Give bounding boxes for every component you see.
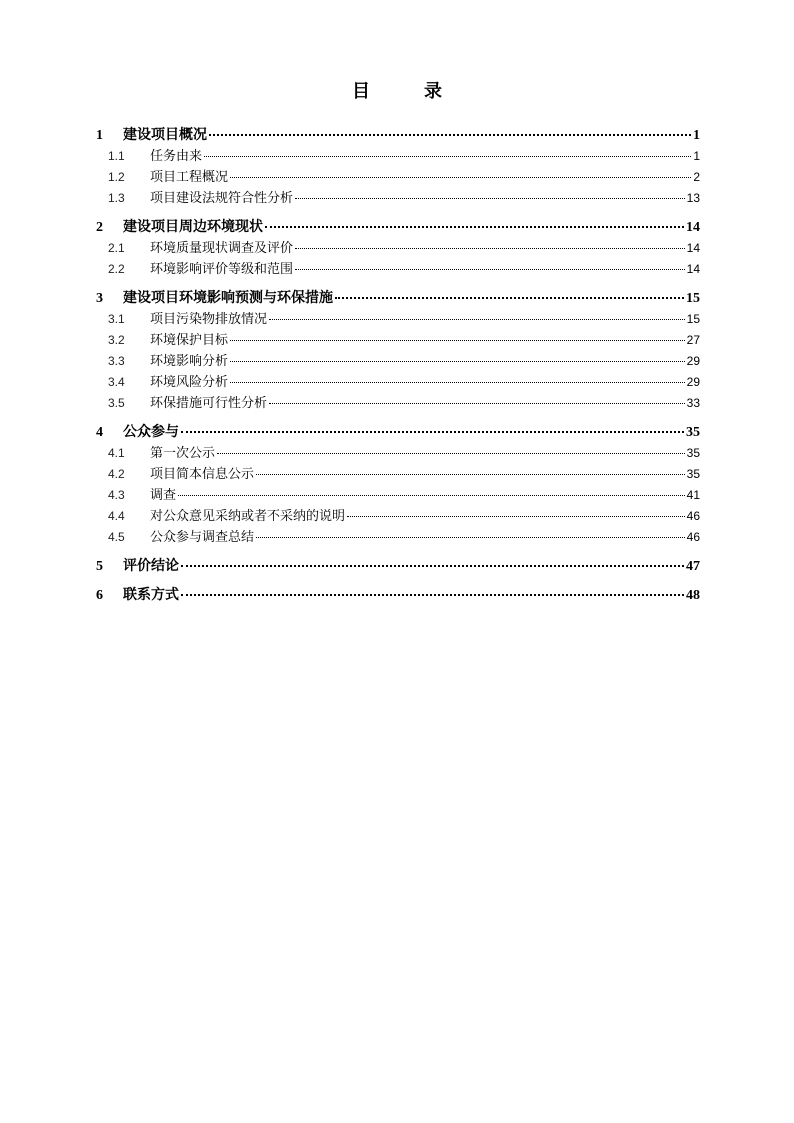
toc-dot-leader	[181, 593, 684, 596]
toc-page-number: 14	[686, 220, 700, 235]
toc-title: 目 录	[352, 81, 460, 102]
toc-page-number: 14	[686, 262, 700, 276]
toc-entry-number: 1.3	[108, 191, 125, 205]
toc-page-number: 15	[686, 291, 700, 306]
toc-page-number: 1	[693, 128, 700, 143]
toc-entry-number: 4.4	[108, 509, 125, 523]
toc-section-entry[interactable]	[96, 442, 700, 463]
toc-entry-title: 环境保护目标	[150, 333, 229, 348]
toc-entry-title: 项目污染物排放情况	[150, 312, 268, 327]
toc-section-entry[interactable]	[96, 392, 700, 413]
toc-section-entry[interactable]	[96, 258, 700, 279]
toc-entry-number: 3.1	[108, 312, 125, 326]
toc-page-number: 47	[686, 559, 700, 574]
toc-dot-leader	[256, 536, 685, 538]
toc-entry-number: 3	[96, 291, 103, 306]
toc-page-number: 2	[693, 170, 700, 184]
toc-entry-number: 4.2	[108, 467, 125, 481]
toc-entry-title: 公众参与调查总结	[150, 530, 255, 545]
toc-dot-leader	[295, 197, 685, 199]
toc-dot-leader	[181, 564, 684, 567]
toc-entry-title: 对公众意见采纳或者不采纳的说明	[150, 509, 346, 524]
toc-entry-number: 4.1	[108, 446, 125, 460]
toc-entry-title: 联系方式	[123, 587, 179, 603]
toc-entry-number: 1.1	[108, 149, 125, 163]
toc-entry-number: 3.5	[108, 396, 125, 410]
toc-entry-number: 3.2	[108, 333, 125, 347]
toc-entry-title: 评价结论	[123, 558, 179, 574]
toc-chapter-entry[interactable]	[96, 124, 700, 145]
toc-entry-title: 第一次公示	[150, 446, 216, 461]
toc-dot-leader	[295, 268, 685, 270]
toc-dot-leader	[217, 452, 685, 454]
toc-section-entry[interactable]	[96, 350, 700, 371]
table-of-contents	[96, 120, 700, 605]
toc-entry-title: 建设项目概况	[123, 127, 207, 143]
toc-chapter-entry[interactable]	[96, 421, 700, 442]
toc-entry-number: 4	[96, 425, 103, 440]
toc-dot-leader	[209, 133, 691, 136]
toc-page-number: 29	[686, 354, 700, 368]
toc-entry-title: 环境影响分析	[150, 354, 229, 369]
toc-dot-leader	[178, 494, 685, 496]
toc-section-entry[interactable]	[96, 187, 700, 208]
toc-entry-number: 5	[96, 559, 103, 574]
toc-page-number: 41	[686, 488, 700, 502]
toc-section-entry[interactable]	[96, 484, 700, 505]
toc-page-number: 14	[686, 241, 700, 255]
toc-dot-leader	[295, 247, 685, 249]
toc-section-entry[interactable]	[96, 166, 700, 187]
toc-entry-number: 2.1	[108, 241, 125, 255]
toc-entry-title: 项目工程概况	[150, 170, 229, 185]
toc-page-number: 13	[686, 191, 700, 205]
toc-chapter-entry[interactable]	[96, 287, 700, 308]
toc-page-number: 33	[686, 396, 700, 410]
toc-entry-number: 3.4	[108, 375, 125, 389]
toc-dot-leader	[335, 296, 684, 299]
toc-page-number: 27	[686, 333, 700, 347]
toc-dot-leader	[269, 402, 685, 404]
toc-entry-title: 项目建设法规符合性分析	[150, 191, 294, 206]
toc-chapter-entry[interactable]	[96, 216, 700, 237]
toc-dot-leader	[269, 318, 685, 320]
toc-chapter-entry[interactable]	[96, 584, 700, 605]
toc-page-number: 35	[686, 446, 700, 460]
toc-section-entry[interactable]	[96, 463, 700, 484]
toc-section-entry[interactable]	[96, 371, 700, 392]
toc-dot-leader	[230, 381, 685, 383]
toc-entry-number: 4.5	[108, 530, 125, 544]
toc-section-entry[interactable]	[96, 145, 700, 166]
toc-section-entry[interactable]	[96, 526, 700, 547]
toc-dot-leader	[256, 473, 685, 475]
toc-section-entry[interactable]	[96, 329, 700, 350]
toc-dot-leader	[265, 225, 684, 228]
toc-section-entry[interactable]	[96, 308, 700, 329]
toc-entry-title: 环保措施可行性分析	[150, 396, 268, 411]
toc-dot-leader	[230, 339, 685, 341]
toc-entry-number: 4.3	[108, 488, 125, 502]
toc-entry-title: 环境风险分析	[150, 375, 229, 390]
toc-entry-title: 调查	[150, 488, 177, 503]
toc-page-number: 1	[693, 149, 700, 163]
toc-entry-title: 建设项目环境影响预测与环保措施	[123, 290, 333, 306]
toc-dot-leader	[181, 430, 684, 433]
toc-entry-number: 1.2	[108, 170, 125, 184]
toc-page-number: 46	[686, 509, 700, 523]
toc-page-number: 48	[686, 588, 700, 603]
toc-entry-number: 2.2	[108, 262, 125, 276]
toc-dot-leader	[204, 155, 691, 157]
toc-dot-leader	[347, 515, 685, 517]
toc-chapter-entry[interactable]	[96, 555, 700, 576]
toc-page-number: 35	[686, 467, 700, 481]
toc-entry-title: 建设项目周边环境现状	[123, 219, 263, 235]
toc-page-number: 46	[686, 530, 700, 544]
toc-entry-title: 公众参与	[123, 424, 179, 440]
toc-dot-leader	[230, 176, 691, 178]
toc-page-number: 35	[686, 425, 700, 440]
toc-page-number: 15	[686, 312, 700, 326]
toc-entry-number: 6	[96, 588, 103, 603]
toc-page-number: 29	[686, 375, 700, 389]
toc-entry-title: 环境质量现状调查及评价	[150, 241, 294, 256]
toc-entry-title: 任务由来	[150, 149, 203, 164]
toc-section-entry[interactable]	[96, 237, 700, 258]
toc-entry-number: 3.3	[108, 354, 125, 368]
toc-entry-title: 项目简本信息公示	[150, 467, 255, 482]
toc-entry-number: 2	[96, 220, 103, 235]
toc-section-entry[interactable]	[96, 505, 700, 526]
toc-entry-title: 环境影响评价等级和范围	[150, 262, 294, 277]
toc-dot-leader	[230, 360, 685, 362]
toc-entry-number: 1	[96, 128, 103, 143]
